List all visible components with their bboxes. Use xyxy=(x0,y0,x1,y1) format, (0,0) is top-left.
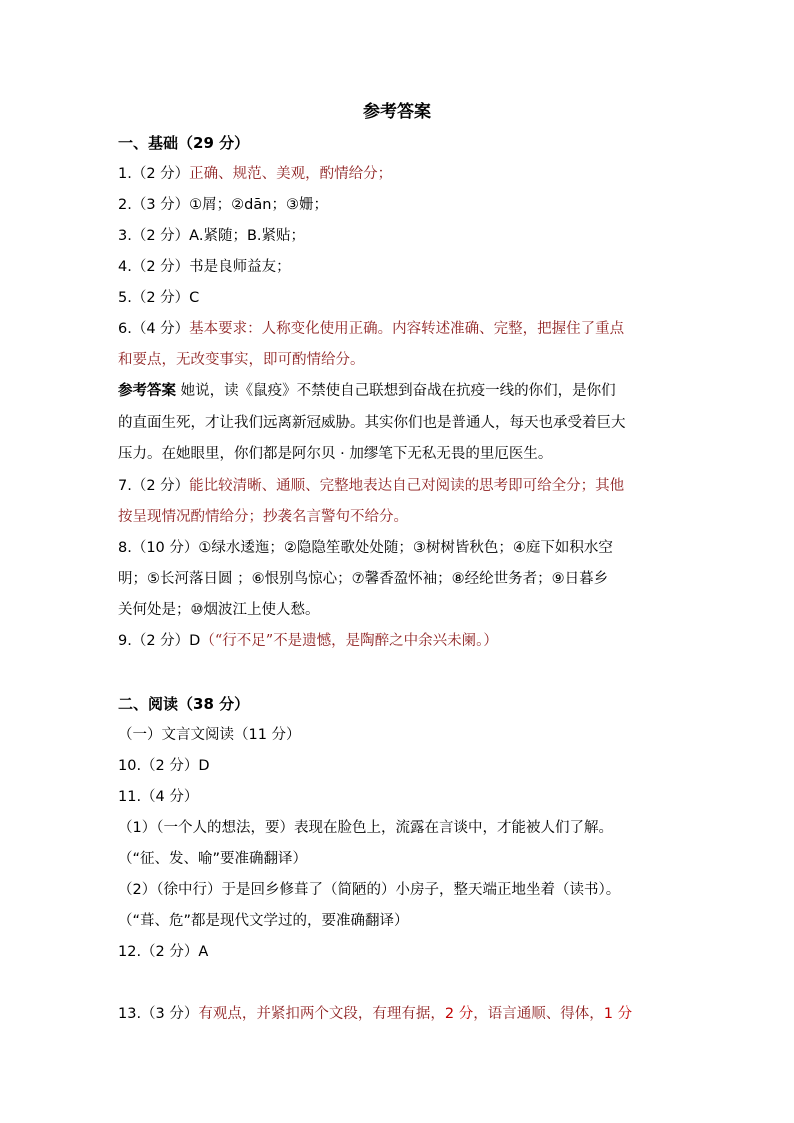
q9-text: （“行不足”不是遗憾，是陶醉之中余兴未阑。） xyxy=(200,633,498,649)
reference-answer-line3: 压力。在她眼里，你们都是阿尔贝 · 加缪笔下无私无畏的里厄医生。 xyxy=(118,446,553,462)
section-heading-basics: 一、基础（29 分） xyxy=(118,134,250,152)
answer-q10: 10.（2 分）D xyxy=(118,758,210,774)
reference-answer-text-1: 她说，读《鼠疫》不禁使自己联想到奋战在抗疫一线的你们，是你们 xyxy=(180,383,616,399)
answer-q8-line2: 明；⑤长河落日圆 ；⑥恨别鸟惊心；⑦馨香盈怀袖；⑧经纶世务者；⑨日暮乡 xyxy=(118,571,609,587)
q1-text: 正确、规范、美观，酌情给分； xyxy=(189,166,393,182)
q13-score-a: 2 分 xyxy=(444,1006,474,1022)
answer-q12: 12.（2 分）A xyxy=(118,944,209,960)
answer-q8-line3: 关何处是；⑩烟波江上使人愁。 xyxy=(118,602,320,618)
q6-number: 6.（4 分） xyxy=(118,321,190,337)
q13-text-a: 有观点，并紧扣两个文段，有理有据， xyxy=(198,1006,445,1022)
answer-q13 xyxy=(118,1004,632,1024)
answer-q8-line1: 8.（10 分）①绿水逶迤；②隐隐笙歌处处随；③树树皆秋色；④庭下如积水空 xyxy=(118,540,613,556)
answer-q2: 2.（3 分）①屑；②dān；③姗； xyxy=(118,197,328,213)
q6-text-1: 基本要求：人称变化使用正确。内容转述准确、完整，把握住了重点 xyxy=(189,321,625,337)
answer-q11-part2: （2）（徐中行）于是回乡修葺了（简陋的）小房子，整天端正地坐着（读书）。 xyxy=(118,882,621,898)
subsection-classical-reading: （一）文言文阅读（11 分） xyxy=(118,727,301,743)
answer-q11-part2-note: （“葺、危”都是现代文学过的，要准确翻译） xyxy=(118,913,409,929)
answer-q11-part1-note: （“征、发、喻”要准确翻译） xyxy=(118,851,308,867)
answer-q11-part1: （1）（一个人的想法，要）表现在脸色上，流露在言谈中，才能被人们了解。 xyxy=(118,820,613,836)
reference-answer-line2: 的直面生死，才让我们远离新冠威胁。其实你们也是普通人，每天也承受着巨大 xyxy=(118,415,626,431)
q13-score-b: 1 分 xyxy=(603,1006,633,1022)
q9-number: 9.（2 分）D xyxy=(118,633,201,649)
answer-q11: 11.（4 分） xyxy=(118,789,199,805)
q13-number: 13.（3 分） xyxy=(118,1006,199,1022)
answer-q3: 3.（2 分）A.紧随；B.紧贴； xyxy=(118,228,305,244)
answer-q6-line1 xyxy=(118,319,624,339)
q7-text-1: 能比较清晰、通顺、完整地表达自己对阅读的思考即可给全分；其他 xyxy=(189,478,625,494)
answer-q6-line2: 和要点，无改变事实，即可酌情给分。 xyxy=(118,352,365,368)
answer-q5: 5.（2 分）C xyxy=(118,290,200,306)
answer-q7-line1 xyxy=(118,476,624,496)
q13-text-c: ，语言通顺、得体， xyxy=(473,1006,604,1022)
section-heading-reading: 二、阅读（38 分） xyxy=(118,695,250,713)
answer-q1 xyxy=(118,164,392,184)
answer-q4: 4.（2 分）书是良师益友； xyxy=(118,259,291,275)
answer-q9 xyxy=(118,631,498,651)
q1-number: 1.（2 分） xyxy=(118,166,190,182)
answer-q7-line2: 按呈现情况酌情给分；抄袭名言警句不给分。 xyxy=(118,509,408,525)
page-title: 参考答案 xyxy=(363,102,431,122)
reference-answer-line1 xyxy=(118,381,616,401)
q7-number: 7.（2 分） xyxy=(118,478,190,494)
reference-answer-label: 参考答案 xyxy=(118,383,176,399)
